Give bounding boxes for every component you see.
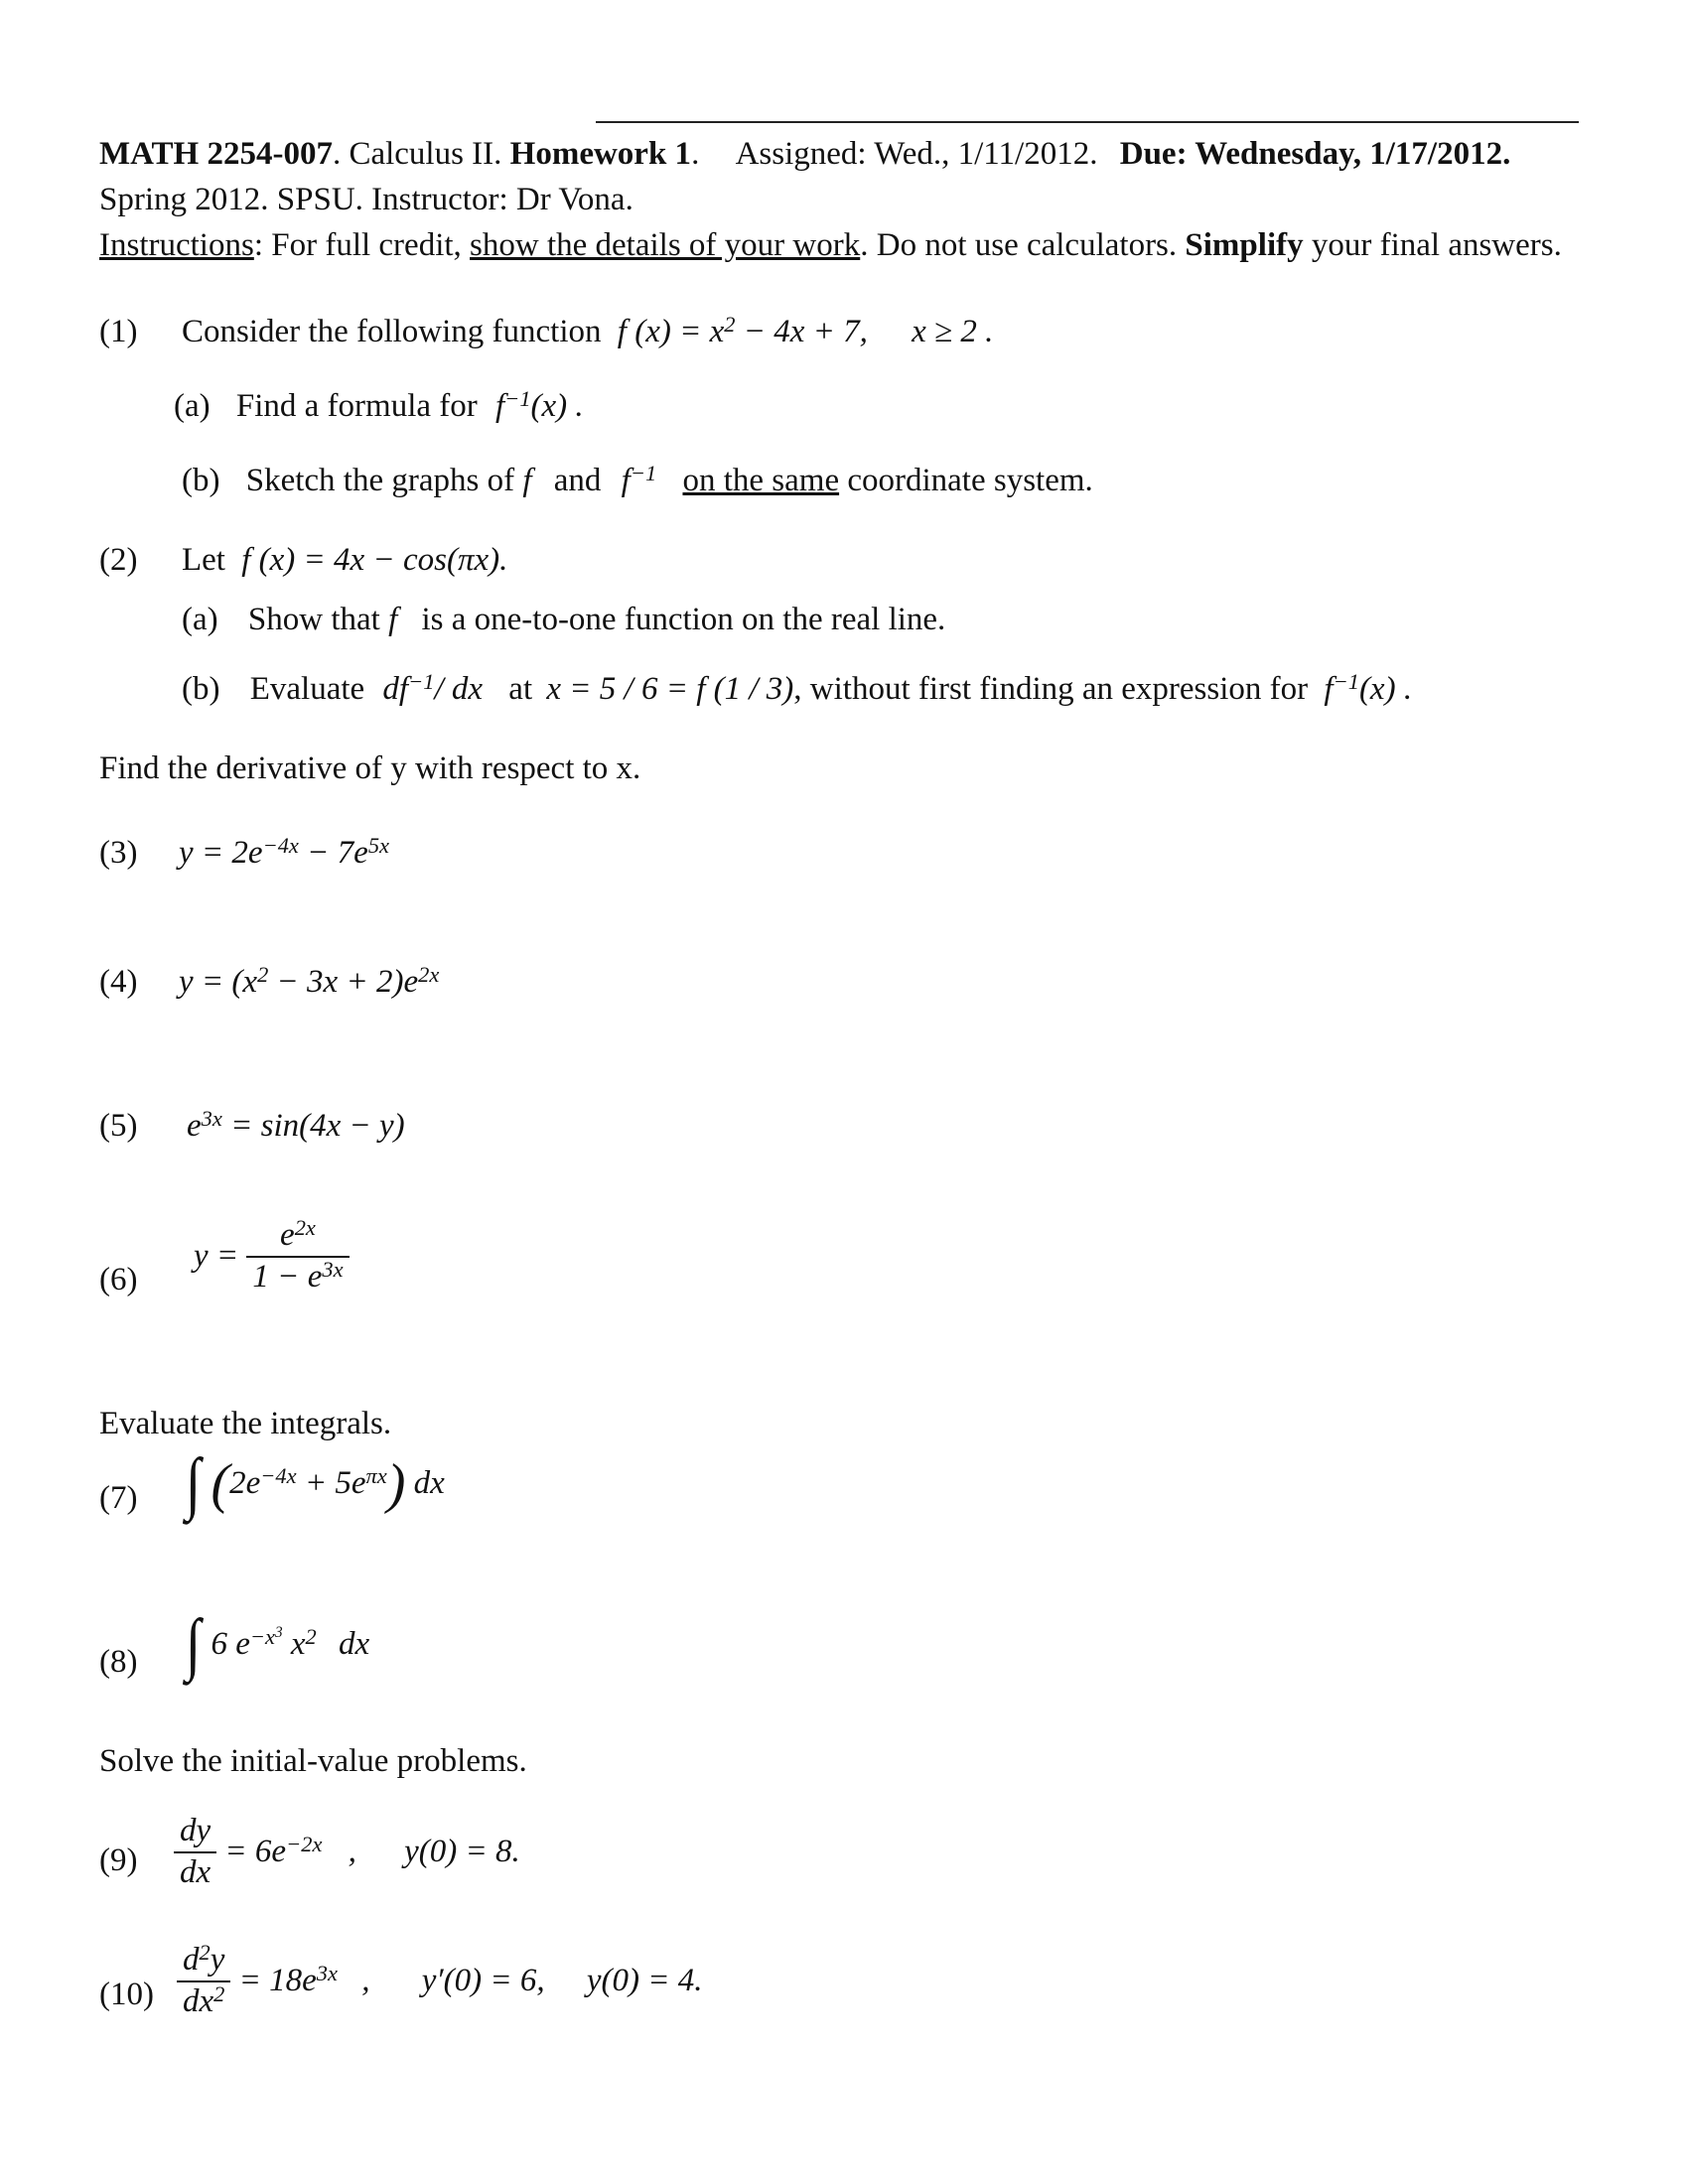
problem-5-expr xyxy=(187,1107,405,1147)
p7-body xyxy=(229,1465,387,1501)
p2b-df: df xyxy=(382,671,409,707)
p9-comma: , xyxy=(348,1833,356,1869)
p10-d-exp: 2 xyxy=(213,1980,225,2006)
assigned-date: Assigned: Wed., 1/11/2012. xyxy=(735,136,1098,172)
p7-e2: πx xyxy=(365,1463,387,1489)
p1b-f2: f xyxy=(621,463,631,498)
problem-4-number: (4) xyxy=(99,964,138,1000)
integrals-heading: Evaluate the integrals. xyxy=(99,1406,392,1441)
p4-b: − 3x + 2)e xyxy=(268,964,419,1000)
p10-n-y: y xyxy=(210,1942,225,1978)
problem-9-expr xyxy=(174,1812,520,1892)
p10-d: dx xyxy=(183,1982,214,2019)
problem-1-condition: x ≥ 2 . xyxy=(912,314,994,349)
top-rule xyxy=(596,121,1579,123)
header-line-2: Spring 2012. SPSU. Instructor: Dr Vona. xyxy=(99,182,633,217)
p8-exp xyxy=(250,1624,283,1649)
p10-n-exp: 2 xyxy=(199,1939,211,1965)
instructions xyxy=(99,226,1562,266)
problem-2a-end: is a one-to-one function on the real line. xyxy=(421,602,946,637)
p4-e1: 2 xyxy=(257,961,269,987)
p6-fraction xyxy=(246,1216,349,1297)
p1b-finv xyxy=(621,460,657,498)
homework-label: Homework 1 xyxy=(509,136,692,172)
problem-10-number: (10) xyxy=(99,1977,154,2012)
problem-6-number: (6) xyxy=(99,1262,138,1297)
p6-lhs: y = xyxy=(194,1237,239,1274)
p8-e2: 2 xyxy=(305,1624,317,1650)
derivative-heading: Find the derivative of y with respect to x. xyxy=(99,751,641,786)
p8-integral-sign: ∫ xyxy=(185,1606,202,1683)
p8-e1b: 3 xyxy=(274,1624,283,1642)
p7-a: 2e xyxy=(229,1465,261,1502)
problem-1a-label: (a) xyxy=(174,388,211,424)
due-date: Due: Wednesday, 1/17/2012. xyxy=(1119,136,1511,172)
problem-1-number: (1) xyxy=(99,314,138,349)
problem-1b-text: Sketch the graphs of xyxy=(245,463,515,498)
instructions-text-1: : For full credit, xyxy=(253,227,471,263)
problem-1b-label: (b) xyxy=(182,463,220,498)
p10-n: d xyxy=(183,1942,200,1978)
instructions-label: Instructions xyxy=(99,227,254,263)
p8-b: x xyxy=(282,1626,306,1663)
problem-1a xyxy=(174,387,584,427)
header-line-1 xyxy=(99,135,1510,175)
instructions-text-3: your final answers. xyxy=(1303,227,1562,263)
p2b-point: x = 5 / 6 = f (1 / 3) xyxy=(546,671,794,707)
instructions-text-2: . Do not use calculators. xyxy=(860,227,1186,263)
p8-body xyxy=(211,1626,369,1662)
problem-1-statement xyxy=(182,313,993,352)
course-code: MATH 2254-007 xyxy=(99,136,333,172)
p1b-on-same: on the same xyxy=(682,463,840,498)
p2b-exp: −1 xyxy=(408,668,435,694)
p7-b: + 5e xyxy=(296,1465,366,1502)
problem-9-number: (9) xyxy=(99,1843,138,1878)
p1-fx: f (x) = x xyxy=(617,314,725,349)
p7-integral-sign: ∫ xyxy=(185,1445,202,1522)
p6-den-a: 1 − e xyxy=(252,1258,323,1295)
p7-right-paren: ) xyxy=(386,1453,406,1515)
problem-3-expr xyxy=(179,834,389,874)
p10-rhs xyxy=(238,1960,338,1998)
p8-a: 6 e xyxy=(211,1626,250,1663)
problem-8-number: (8) xyxy=(99,1644,138,1680)
p6-den-e: 3x xyxy=(322,1256,344,1282)
problem-8-expr xyxy=(184,1606,370,1683)
problem-6-expr xyxy=(194,1216,350,1297)
p10-denominator xyxy=(177,1980,230,2022)
p4-a: y = (x xyxy=(179,964,258,1000)
p1a-arg: (x) . xyxy=(530,388,584,424)
problem-1-text: Consider the following function xyxy=(182,314,602,349)
p2b-f: f xyxy=(1324,671,1334,707)
p6-num-a: e xyxy=(280,1217,295,1253)
p3-e2: 5x xyxy=(367,832,389,858)
p10-initial-condition-2: y(0) = 4. xyxy=(586,1962,703,1998)
p7-dx: dx xyxy=(413,1465,445,1502)
p9-denominator: dx xyxy=(174,1851,216,1893)
problem-2a xyxy=(182,601,945,640)
ivp-heading: Solve the initial-value problems. xyxy=(99,1743,527,1779)
p2b-exp2: −1 xyxy=(1333,668,1359,694)
p9-rhs xyxy=(224,1831,323,1869)
p1a-f: f xyxy=(495,388,505,424)
instructions-simplify: Simplify xyxy=(1185,227,1304,263)
p10-comma: , xyxy=(361,1962,370,1998)
problem-2-function: f (x) = 4x − cos(πx). xyxy=(241,542,508,578)
p4-e2: 2x xyxy=(418,961,440,987)
p9-rhs-base: = 6e xyxy=(224,1833,287,1869)
problem-2a-label: (a) xyxy=(182,602,218,637)
p10-initial-condition-1: y′(0) = 6, xyxy=(421,1962,545,1998)
p1a-exp: −1 xyxy=(504,385,531,411)
p8-dx: dx xyxy=(330,1626,370,1663)
problem-2b-derivative xyxy=(382,668,484,707)
problem-3-number: (3) xyxy=(99,835,138,871)
p1b-exp: −1 xyxy=(630,460,657,485)
p5-e1: 3x xyxy=(201,1105,222,1131)
problem-2-number: (2) xyxy=(99,542,138,578)
p8-e1: −x xyxy=(249,1624,275,1650)
problem-2-text: Let xyxy=(182,542,225,578)
problem-2b-text: Evaluate xyxy=(249,671,365,707)
p7-e1: −4x xyxy=(260,1463,297,1489)
p2b-at: at xyxy=(508,671,533,707)
homework-period: . xyxy=(691,136,700,172)
p9-numerator: dy xyxy=(180,1813,211,1848)
course-title: . Calculus II. xyxy=(332,136,510,172)
p10-rhs-exp: 3x xyxy=(316,1960,338,1985)
p1-rest: − 4x + 7, xyxy=(735,314,868,349)
problem-7-number: (7) xyxy=(99,1480,138,1516)
problem-2b-label: (b) xyxy=(182,671,220,707)
problem-2-statement xyxy=(182,541,507,581)
problem-2b xyxy=(182,670,1412,710)
p2b-arg: (x) . xyxy=(1358,671,1413,707)
problem-1-function xyxy=(617,311,868,349)
instructions-show-work: show the details of your work xyxy=(470,227,861,263)
problem-1a-text: Find a formula for xyxy=(235,388,478,424)
p10-fraction xyxy=(177,1941,230,2021)
p2b-dx: / dx xyxy=(434,671,484,707)
p9-initial-condition: y(0) = 8. xyxy=(404,1833,520,1869)
problem-2a-f: f xyxy=(388,602,398,637)
p10-numerator xyxy=(177,1941,230,1980)
problem-1a-expr xyxy=(495,385,584,424)
problem-4-expr xyxy=(179,963,439,1003)
p3-e1: −4x xyxy=(262,832,299,858)
problem-10-expr xyxy=(177,1941,703,2021)
p9-rhs-exp: −2x xyxy=(286,1831,323,1856)
problem-2a-text: Show that xyxy=(247,602,380,637)
p6-denominator xyxy=(246,1256,349,1297)
p2b-finv xyxy=(1324,668,1413,707)
problem-7-expr xyxy=(184,1445,445,1522)
p5-b: = sin(4x − y) xyxy=(221,1108,405,1144)
p5-a: e xyxy=(187,1108,202,1144)
p2b-mid: , without first finding an expression for xyxy=(793,671,1309,707)
p1b-end: coordinate system. xyxy=(847,463,1093,498)
problem-5-number: (5) xyxy=(99,1108,138,1144)
p1-exp: 2 xyxy=(724,311,736,337)
p1b-and: and xyxy=(553,463,602,498)
p3-b: − 7e xyxy=(298,835,368,871)
p1b-f: f xyxy=(522,463,532,498)
p10-rhs-base: = 18e xyxy=(238,1962,317,1998)
p6-num-e: 2x xyxy=(294,1214,316,1240)
p7-left-paren: ( xyxy=(211,1453,230,1515)
p6-numerator xyxy=(246,1216,349,1256)
p9-fraction xyxy=(174,1812,216,1892)
p3-a: y = 2e xyxy=(179,835,263,871)
problem-1b xyxy=(182,462,1093,501)
